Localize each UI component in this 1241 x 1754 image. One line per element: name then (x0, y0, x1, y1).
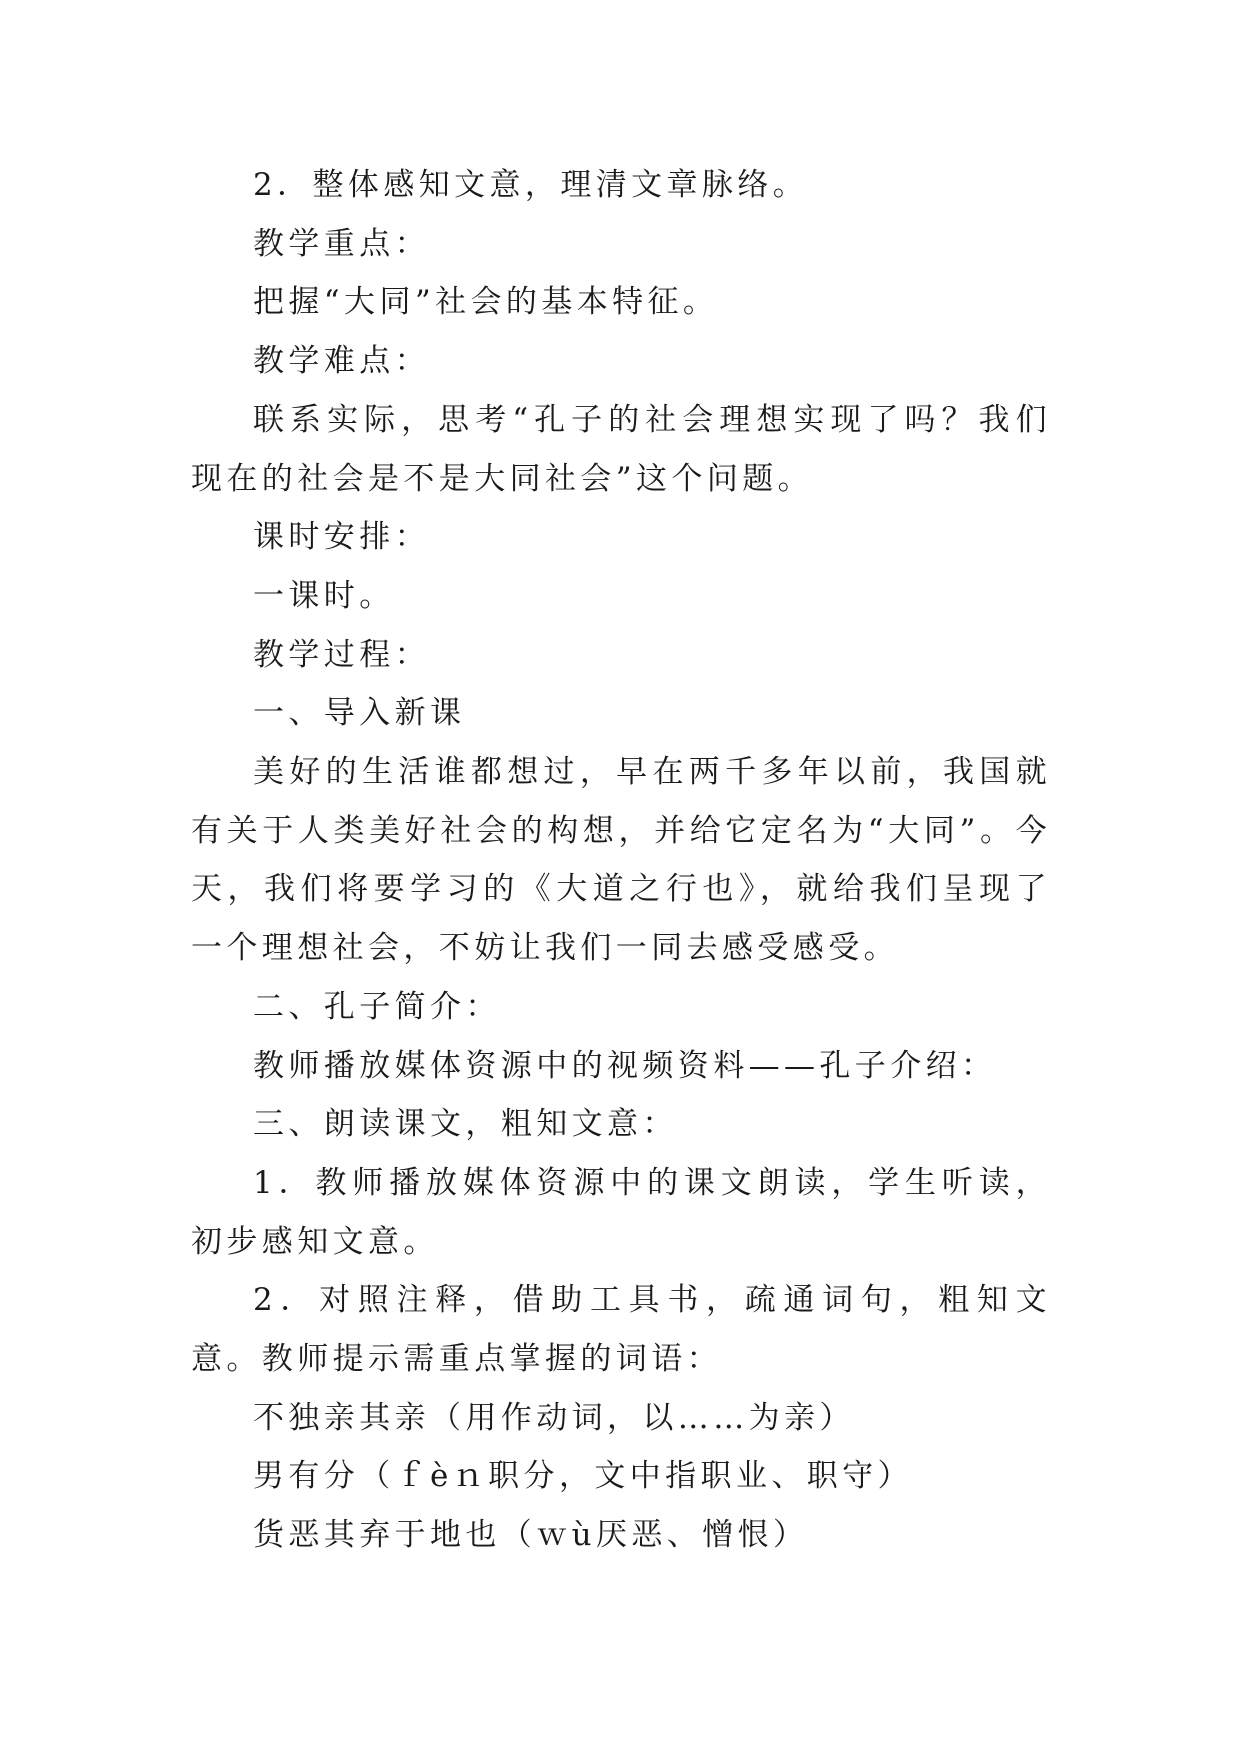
section-2-text: 教师播放媒体资源中的视频资料——孔子介绍： (253, 1047, 997, 1084)
section-3-heading: 三、朗读课文，粗知文意： (253, 1106, 678, 1143)
section-2-heading: 二、孔子简介： (253, 988, 501, 1025)
vocab-item-1: 不独亲其亲（用作动词，以……为亲） (253, 1399, 855, 1436)
section-1-text: 美好的生活谁都想过，早在两千多年以前，我国就有关于人类美好社会的构想，并给它定名为“大同”。今天，我们将要学习的《大道之行也》，就给我们呈现了一个理想社会，不妨让我们一同去感受感受。 (191, 754, 1051, 967)
section-3-step-1: 1．教师播放媒体资源中的课文朗读，学生听读，初步感知文意。 (191, 1164, 1051, 1260)
process-heading: 教学过程： (253, 636, 430, 673)
teaching-focus-heading: 教学重点： (253, 225, 430, 262)
teaching-difficulty-text: 联系实际，思考“孔子的社会理想实现了吗？我们现在的社会是不是大同社会”这个问题。 (191, 401, 1051, 497)
document-body (191, 156, 1051, 1565)
section-3-step-2: 2．对照注释，借助工具书，疏通词句，粗知文意。教师提示需重点掌握的词语： (191, 1282, 1051, 1378)
schedule-heading: 课时安排： (253, 519, 430, 556)
teaching-focus-text: 把握“大同”社会的基本特征。 (253, 284, 719, 321)
section-1-heading: 一、导入新课 (253, 695, 466, 732)
vocab-item-2: 男有分（ｆèｎ职分，文中指职业、职守） (253, 1458, 913, 1495)
vocab-item-3: 货恶其弃于地也（ｗù厌恶、憎恨） (253, 1517, 809, 1554)
teaching-difficulty-heading: 教学难点： (253, 343, 430, 380)
objective-2: 2．整体感知文意，理清文章脉络。 (253, 167, 809, 203)
schedule-text: 一课时。 (253, 577, 395, 614)
